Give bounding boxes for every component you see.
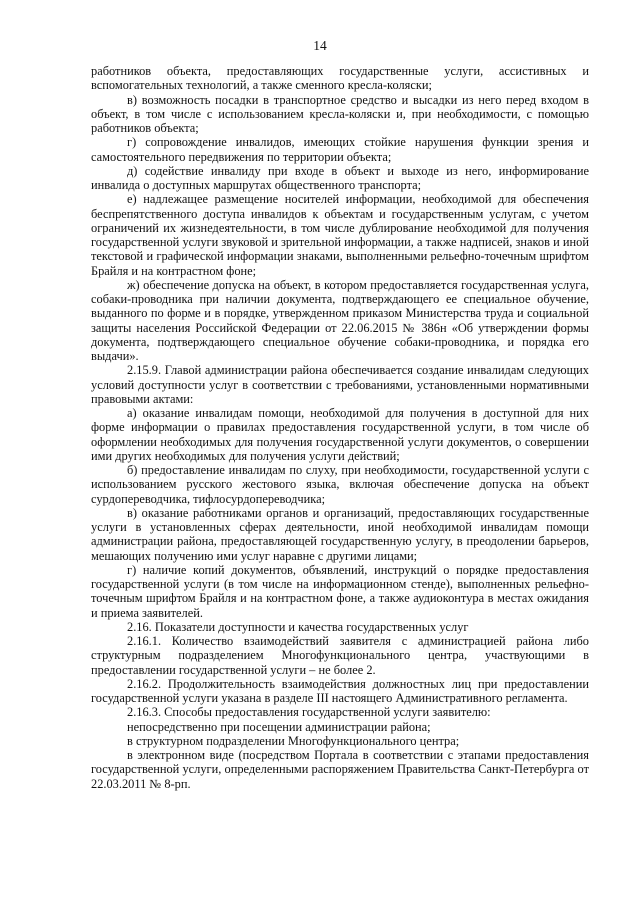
- paragraph-2-16-3: 2.16.3. Способы предоставления государственной услуги заявителю:: [127, 705, 491, 720]
- document-body: [91, 64, 589, 791]
- page-number: 14: [313, 38, 327, 53]
- paragraph-item-v: в) возможность посадки в транспортное средство и высадки из него перед входом в объект, в том числе с использованием кресла-коляски и, при необходимости, с помощью работников объекта;: [91, 92, 589, 135]
- paragraph-item-e: е) надлежащее размещение носителей информации, необходимой для обеспечения беспрепятственного доступа инвалидов к объектам и государственным услугам, с учетом ограничений их жизнедеятельности, в том числе дублирование необходимой для получения государственной услуги звуковой и зрительной информации, а также надписей, знаков и иной текстовой и графической информации знаками, выполненными рельефно-точечным шрифтом Брайля и на контрастном фоне;: [91, 192, 589, 278]
- paragraph-item-zh: ж) обеспечение допуска на объект, в котором предоставляется государственная услуга, собаки-проводника при наличии документа, подтверждающего ее специальное обучение, выданного по форме и в порядке, утвержденном приказом Министерства труда и социальной защиты населения Российской Федерации от 22.06.2015 № 386н «Об утверждении формы документа, подтверждающего специальное обучение собаки-проводника, и порядка его выдачи».: [91, 277, 589, 363]
- paragraph-item-a: а) оказание инвалидам помощи, необходимой для получения в доступной для них форме информации о правилах предоставления государственной услуги, в том числе об оформлении необходимых для получения государственной услуги документов, о совершении ими других необходимых для получения услуги действий;: [91, 406, 589, 463]
- paragraph-item-d: д) содействие инвалиду при входе в объект и выходе из него, информирование инвалида о доступных маршрутах общественного транспорта;: [91, 163, 589, 192]
- section-heading-2-16: 2.16. Показатели доступности и качества государственных услуг: [127, 619, 469, 634]
- paragraph-2-16-1: 2.16.1. Количество взаимодействий заявителя с администрацией района либо структурным подразделением Многофункционального центра, участвующими в предоставлении государственной услуги – не более 2.: [91, 634, 589, 677]
- paragraph-item-v2: в) оказание работниками органов и организаций, предоставляющих государственные услуги в установленных сферах деятельности, иной необходимой инвалидам помощи администрации района, предоставляющей государственную услугу, в преодолении барьеров, мешающих получению ими услуг наравне с другими лицами;: [91, 505, 589, 563]
- paragraph-item-g2: г) наличие копий документов, объявлений, инструкций о порядке предоставления государственной услуги (в том числе на информационном стенде), выполненных рельефно-точечным шрифтом Брайля и на контрастном фоне, а также аудиоконтура в местах ожидания и приема заявителей.: [91, 562, 589, 620]
- paragraph-method-mfc: в структурном подразделении Многофункционального центра;: [127, 733, 460, 748]
- paragraph-item-b: б) предоставление инвалидам по слуху, при необходимости, государственной услуги с использованием русского жестового языка, включая обеспечение допуска на объект сурдопереводчика, тифлосурдопереводчика;: [91, 463, 589, 506]
- paragraph-item-g: г) сопровождение инвалидов, имеющих стойкие нарушения функции зрения и самостоятельного передвижения по территории объекта;: [91, 135, 589, 164]
- paragraph-2-16-2: 2.16.2. Продолжительность взаимодействия должностных лиц при предоставлении государственной услуги указана в разделе III настоящего Административного регламента.: [91, 676, 589, 705]
- paragraph-method-visit: непосредственно при посещении администрации района;: [127, 719, 431, 734]
- paragraph-continuation: работников объекта, предоставляющих государственные услуги, ассистивных и вспомогательных технологий, а также сменного кресла-коляски;: [91, 64, 589, 93]
- paragraph-method-electronic: в электронном виде (посредством Портала в соответствии с этапами предоставления государственной услуги, определенными распоряжением Правительства Санкт-Петербурга от 22.03.2011 № 8-рп.: [91, 748, 589, 791]
- paragraph-2-15-9: 2.15.9. Главой администрации района обеспечивается создание инвалидам следующих условий доступности услуг в соответствии с требованиями, установленными нормативными правовыми актами:: [91, 363, 589, 406]
